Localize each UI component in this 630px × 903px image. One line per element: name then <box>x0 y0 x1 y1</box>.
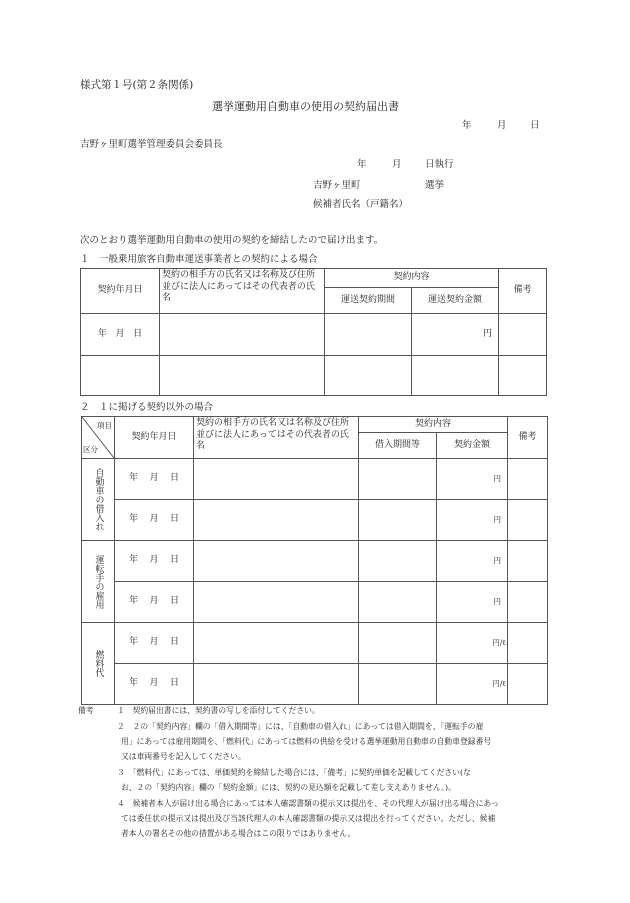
month-label: 月 <box>149 473 159 484</box>
item-category-header <box>82 417 115 459</box>
table-row <box>82 623 548 664</box>
addressee: 吉野ヶ里町選挙管理委員会委員長 <box>80 139 223 150</box>
month-label: 月 <box>115 328 125 339</box>
contract-party-cell[interactable] <box>194 541 359 582</box>
note-item-2-line-1: ２ ２の「契約内容」欄の「借入期間等」には、「自動車の借入れ」にあっては借入期間を、「運転手の雇 <box>117 722 484 731</box>
table-row <box>82 500 548 541</box>
note-item-4-line-3: 者本人の署名その他の措置がある場合はこの限りではありません。 <box>121 829 356 838</box>
remarks-cell[interactable] <box>499 314 547 356</box>
intro-text: 次のとおり選挙運動用自動車の使用の契約を締結したので届け出ます。 <box>80 235 384 246</box>
contract-date-cell[interactable] <box>115 541 194 582</box>
rental-period-cell[interactable] <box>359 582 437 623</box>
rental-period-cell[interactable] <box>359 500 437 541</box>
contract-party-cell[interactable] <box>160 356 325 396</box>
contract-party-cell[interactable] <box>194 500 359 541</box>
remarks-cell[interactable] <box>508 623 548 664</box>
section2-table <box>81 416 548 705</box>
header-contract-content: 契約内容 <box>325 269 499 288</box>
submission-date-month[interactable]: 月 <box>497 120 507 131</box>
contract-amount-cell[interactable]: 円 <box>437 459 508 500</box>
remarks-cell[interactable] <box>499 356 547 396</box>
remarks-cell[interactable] <box>508 582 548 623</box>
category-label: 自動車の借入れ <box>93 468 104 531</box>
day-label: 日 <box>133 328 143 339</box>
item-label: 項目 <box>97 421 112 430</box>
rental-period-cell[interactable] <box>359 664 437 705</box>
month-label: 月 <box>149 555 159 566</box>
transport-amount-cell[interactable]: 円 <box>412 314 499 356</box>
table-row <box>82 582 548 623</box>
header-remarks: 備考 <box>499 269 547 314</box>
note-item-4-line-1: ４ 候補者本人が届け出る場合にあっては本人確認書類の提示又は提出を、その代理人が届け出る場合にあっ <box>117 799 499 808</box>
election-date-month[interactable]: 月 <box>392 159 402 170</box>
submission-date-year[interactable]: 年 <box>462 120 472 131</box>
month-label: 月 <box>149 514 159 525</box>
contract-amount-cell[interactable]: 円 <box>437 541 508 582</box>
header-contract-party: 契約の相手方の氏名又は名称及び住所並びに法人にあってはその代表者の氏名 <box>194 417 359 459</box>
category-fuel-cost <box>82 623 115 705</box>
transport-period-cell[interactable] <box>325 356 412 396</box>
month-label: 月 <box>149 596 159 607</box>
election-date-day[interactable]: 日執行 <box>425 159 454 170</box>
remarks-cell[interactable] <box>508 664 548 705</box>
category-label: 運転手の雇用 <box>93 554 104 609</box>
month-label: 月 <box>149 637 159 648</box>
contract-amount-cell[interactable]: 円/ℓ <box>437 623 508 664</box>
rental-period-cell[interactable] <box>359 459 437 500</box>
header-transport-period: 運送契約期間 <box>325 288 412 314</box>
year-label: 年 <box>129 637 139 648</box>
table-row <box>82 541 548 582</box>
contract-date-cell[interactable] <box>81 314 160 356</box>
contract-date-cell[interactable] <box>115 582 194 623</box>
form-number: 様式第１号(第２条関係) <box>80 79 194 91</box>
year-label: 年 <box>97 328 107 339</box>
year-label: 年 <box>129 514 139 525</box>
header-transport-amount: 運送契約金額 <box>412 288 499 314</box>
note-item-1: １ 契約届出書には、契約書の写しを添付してください。 <box>117 706 320 715</box>
day-label: 日 <box>169 596 179 607</box>
note-item-3-line-2: お、２の「契約内容」欄の「契約金額」には、契約の見込額を記載して差し支えありません。)。 <box>121 783 456 792</box>
remarks-cell[interactable] <box>508 541 548 582</box>
category-driver-employment <box>82 541 115 623</box>
contract-amount-cell[interactable]: 円/ℓ <box>437 664 508 705</box>
contract-party-cell[interactable] <box>160 314 325 356</box>
table-row <box>82 664 548 705</box>
note-item-4-line-2: ては委任状の提示又は提出及び当該代理人の本人確認書類の提示又は提出を行ってください。ただし、候補 <box>121 814 496 823</box>
section1-table <box>80 268 547 396</box>
header-contract-amount: 契約金額 <box>437 433 508 459</box>
candidate-name-label: 候補者氏名（戸籍名） <box>313 199 409 210</box>
rental-period-cell[interactable] <box>359 623 437 664</box>
table-row <box>81 314 547 356</box>
rental-period-cell[interactable] <box>359 541 437 582</box>
contract-date-cell[interactable] <box>115 500 194 541</box>
remarks-cell[interactable] <box>508 459 548 500</box>
contract-party-cell[interactable] <box>194 623 359 664</box>
header-contract-content: 契約内容 <box>359 417 508 433</box>
section1-heading: １ 一般乗用旅客自動車運送事業者との契約による場合 <box>80 254 318 265</box>
remarks-cell[interactable] <box>508 500 548 541</box>
header-remarks: 備考 <box>508 417 548 459</box>
year-label: 年 <box>129 678 139 689</box>
contract-party-cell[interactable] <box>194 459 359 500</box>
header-contract-date: 契約年月日 <box>115 417 194 459</box>
contract-date-cell[interactable] <box>115 459 194 500</box>
note-item-2-line-3: 又は車両番号を記入してください。 <box>121 752 246 761</box>
day-label: 日 <box>169 555 179 566</box>
election-type[interactable]: 選挙 <box>425 180 445 191</box>
month-label: 月 <box>149 678 159 689</box>
header-contract-party: 契約の相手方の氏名又は名称及び住所並びに法人にあってはその代表者の氏名 <box>160 269 325 314</box>
contract-amount-cell[interactable]: 円 <box>437 500 508 541</box>
day-label: 日 <box>169 473 179 484</box>
day-label: 日 <box>169 514 179 525</box>
election-town: 吉野ヶ里町 <box>313 180 361 191</box>
section2-heading: ２ １に掲げる契約以外の場合 <box>80 402 214 413</box>
table-row <box>82 459 548 500</box>
day-label: 日 <box>169 678 179 689</box>
transport-amount-cell[interactable] <box>412 356 499 396</box>
header-rental-period: 借入期間等 <box>359 433 437 459</box>
contract-party-cell[interactable] <box>194 664 359 705</box>
year-label: 年 <box>129 596 139 607</box>
notes-label: 備考 <box>78 706 94 715</box>
note-item-3-line-1: ３ 「燃料代」にあっては、単価契約を締結した場合には、「備考」に契約単価を記載してください(な <box>117 768 471 777</box>
submission-date-day[interactable]: 日 <box>530 120 540 131</box>
note-item-2-line-2: 用」にあっては雇用期間を、「燃料代」にあっては燃料の供給を受ける選挙運動用自動車の自動車登録番号 <box>121 737 492 746</box>
contract-amount-cell[interactable]: 円 <box>437 582 508 623</box>
category-label: 燃料代 <box>93 650 104 677</box>
contract-date-cell[interactable] <box>115 623 194 664</box>
year-label: 年 <box>129 555 139 566</box>
election-date-year[interactable]: 年 <box>357 159 367 170</box>
table-row <box>81 356 547 396</box>
contract-date-cell[interactable] <box>81 356 160 396</box>
category-vehicle-rental <box>82 459 115 541</box>
document-title: 選挙運動用自動車の使用の契約届出書 <box>212 100 399 113</box>
year-label: 年 <box>129 473 139 484</box>
transport-period-cell[interactable] <box>325 314 412 356</box>
day-label: 日 <box>169 637 179 648</box>
contract-date-cell[interactable] <box>115 664 194 705</box>
category-label: 区分 <box>83 444 98 454</box>
contract-party-cell[interactable] <box>194 582 359 623</box>
header-contract-date: 契約年月日 <box>81 269 160 314</box>
